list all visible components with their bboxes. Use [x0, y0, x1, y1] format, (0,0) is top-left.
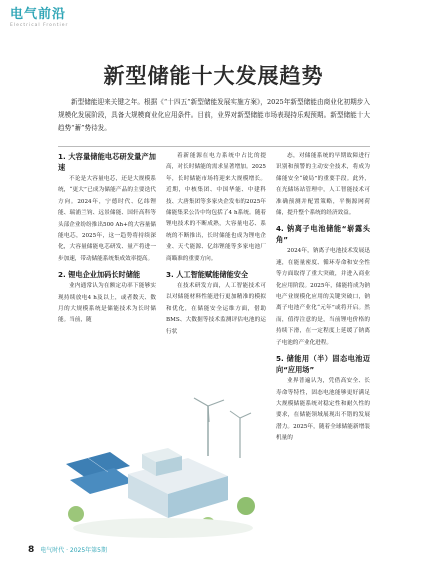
paragraph: 态，对储能系统的早期故障进行识别和预警的主动安全技术，将成为储能安全“破局”的重要手段。此外，在光储场站管理中，人工智能技术可准确预测并配置策略，平衡源网荷储，提升整个系统的经济效益。 — [276, 153, 370, 217]
column-1 — [58, 151, 156, 327]
article-title: 新型储能十大发展趋势 — [103, 64, 324, 88]
section-heading-3: 3. 人工智能赋能储能安全 — [166, 270, 249, 280]
column-2 — [166, 151, 266, 338]
solar-panel-icon — [66, 452, 134, 494]
paragraph: 着新能源在电力系统中占比的提高，对长时储能的需求显著增加。2025年，长时储能市场将迎来大规模增长。近期，中核集团、中国华能、中建科技、大唐集团等多家央企发布的2025年储能集采公告中均包括了4 h系统。随着锂电技术的不断成熟，大容量电芯、系统的不断推出，长时储能也成为锂电企业、天弋能源、亿纬锂能等多家电池厂商瞄准的重要方向。 — [166, 153, 266, 262]
paragraph: 业内通常认为在额定功率下能够实现持续放电4 h及以上，或者数天、数月的大规模系统是储能技术为长时储能。当前，随 — [58, 283, 156, 324]
section-heading-5: 5. 储能用（半）固态电池迈向“应用场” — [276, 354, 370, 375]
column-3 — [276, 151, 370, 445]
divider — [58, 146, 370, 147]
paragraph: 2024年，钠离子电池技术发展迅速，在能量密度、循环寿命和安全性等方面取得了重大突破，并进入商业化应用阶段。2025年，储能将成为钠电产业规模化应用的关键突破口，钠离子电池产业化“元年”或将开启。然而，值得注意的是，当前锂电价格的持续下滑，在一定程度上延缓了钠离子电池的产业化进程。 — [276, 248, 370, 346]
section-title: 电气前沿 — [10, 7, 67, 22]
section-subtitle: Electrical Frontier — [10, 23, 69, 28]
section-heading-1: 1. 大容量储能电芯研发量产加速 — [58, 152, 156, 172]
page-footer — [28, 545, 107, 555]
section-heading-2: 2. 锂电企业加码长时储能 — [58, 270, 141, 280]
paragraph: 在技术研发方面，人工智能技术可以对储能材料性能进行更加精准的模拟和优化，在储能安全运维方面，借助BMS、大数据等技术监测评估电池的运行状 — [166, 283, 266, 335]
paragraph: 业界普遍认为，凭借高安全、长寿命等特性，固态电池能够更好满足大规模储能系统对稳定性和耐久性的要求，在储能领域展现出不错的发展潜力。2025年，随着全球储能新增装机量的 — [276, 378, 370, 442]
paragraph: 不论是大容量电芯，还是大规模系统，“更大”已成为储能产品的主要迭代方向。2024年，宁德时代、亿纬锂能、瑞浦兰钧、远景储能、国轩高科等头部企业纷纷推出500 Ah+的大容量储能电芯，2025年，这一趋势将持续深化，大容量储能电芯研发、量产将进一步加速，带动储能系统集成效率提高。 — [58, 176, 156, 262]
wind-turbine-icon — [194, 398, 251, 458]
page-number: 8 — [28, 545, 35, 555]
issue-label: 电气时代 · 2025年第5期 — [40, 547, 107, 554]
article-lead: 新型储能迎来关键之年。根据《“十四五”新型储能发展实施方案》，2025年新型储能由商业化初期步入规模化发展阶段，具备大规模商业化应用条件。目前，业界对新型储能市场表现持乐观预期。新型储能十大趋势“蓄”势待发。 — [58, 98, 370, 132]
section-heading-4: 4. 钠离子电池储能“崭露头角” — [276, 224, 370, 245]
battery-container-icon — [128, 448, 228, 518]
magazine-header — [10, 8, 68, 28]
energy-storage-illustration — [58, 396, 268, 544]
